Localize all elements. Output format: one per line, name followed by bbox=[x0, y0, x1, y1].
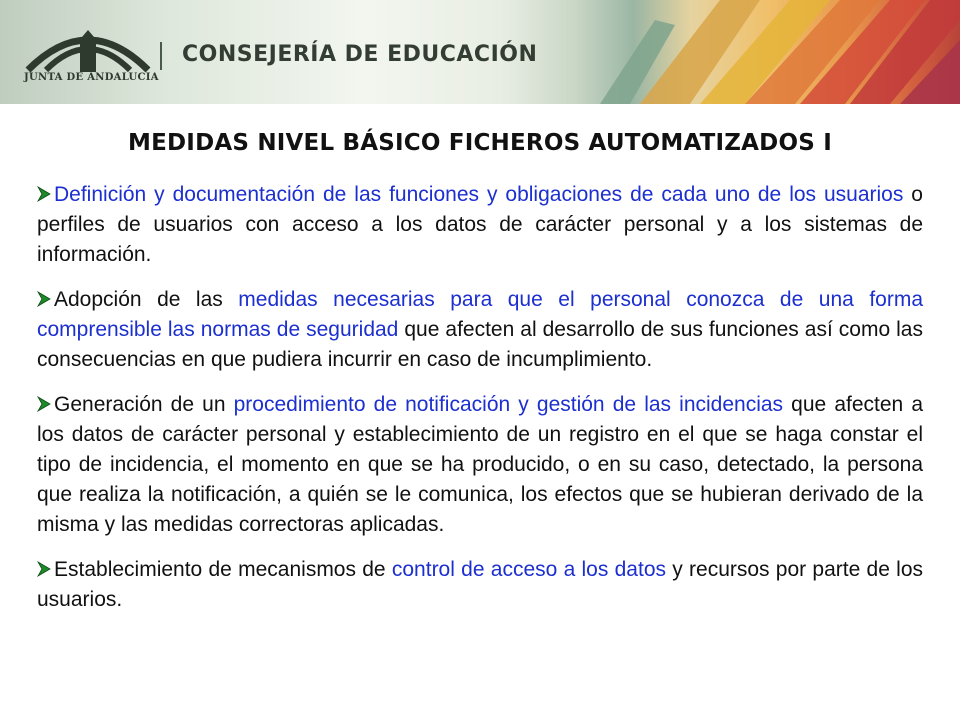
bullet-item-4 bbox=[37, 555, 923, 615]
header-banner bbox=[0, 0, 960, 104]
highlight-text: procedimiento de notificación y gestión de las incidencias bbox=[233, 393, 784, 416]
body-text: Generación de un bbox=[54, 393, 234, 416]
highlight-text: medidas necesarias para que el personal conozca de una forma comprensible las normas de seguridad bbox=[37, 288, 923, 341]
body-text: que afecten al desarrollo de sus funciones así como las consecuencias en que pudiera incurrir en caso de incumplimiento. bbox=[37, 318, 923, 371]
slide-title: MEDIDAS NIVEL BÁSICO FICHEROS AUTOMATIZADOS I bbox=[128, 130, 832, 156]
arrowhead-bullet-icon bbox=[37, 186, 51, 202]
body-text: Adopción de las bbox=[54, 288, 239, 311]
arrowhead-bullet-icon bbox=[37, 396, 51, 412]
body-text: y recursos por parte de los usuarios. bbox=[37, 558, 924, 611]
body-text: o perfiles de usuarios con acceso a los datos de carácter personal y a los sistemas de información. bbox=[37, 183, 923, 266]
highlight-text: Definición y documentación de las funciones y obligaciones de cada uno de los usuarios bbox=[54, 183, 904, 206]
organization-name: CONSEJERÍA DE EDUCACIÓN bbox=[182, 42, 538, 67]
arrowhead-bullet-icon bbox=[37, 561, 51, 577]
logo-text: JUNTA DE ANDALUCIA bbox=[24, 72, 159, 83]
highlight-text: control de acceso a los datos bbox=[391, 558, 666, 581]
arrowhead-bullet-icon bbox=[37, 291, 51, 307]
bullet-item-2 bbox=[37, 285, 923, 375]
body-text: Establecimiento de mecanismos de bbox=[54, 558, 392, 581]
header-divider bbox=[160, 42, 162, 70]
body-text: que afecten a los datos de carácter personal y establecimiento de un registro en el que se haga constar el tipo de incidencia, el momento en que se ha producido, o en su caso, detectado, la persona que realiza la notificación, a quién se le comunica, los efectos que se hubieran derivado de la misma y las medidas correctoras aplicadas. bbox=[37, 393, 924, 536]
bullet-item-3 bbox=[37, 390, 923, 540]
bullet-item-1 bbox=[37, 180, 923, 270]
slide-content bbox=[37, 180, 923, 630]
